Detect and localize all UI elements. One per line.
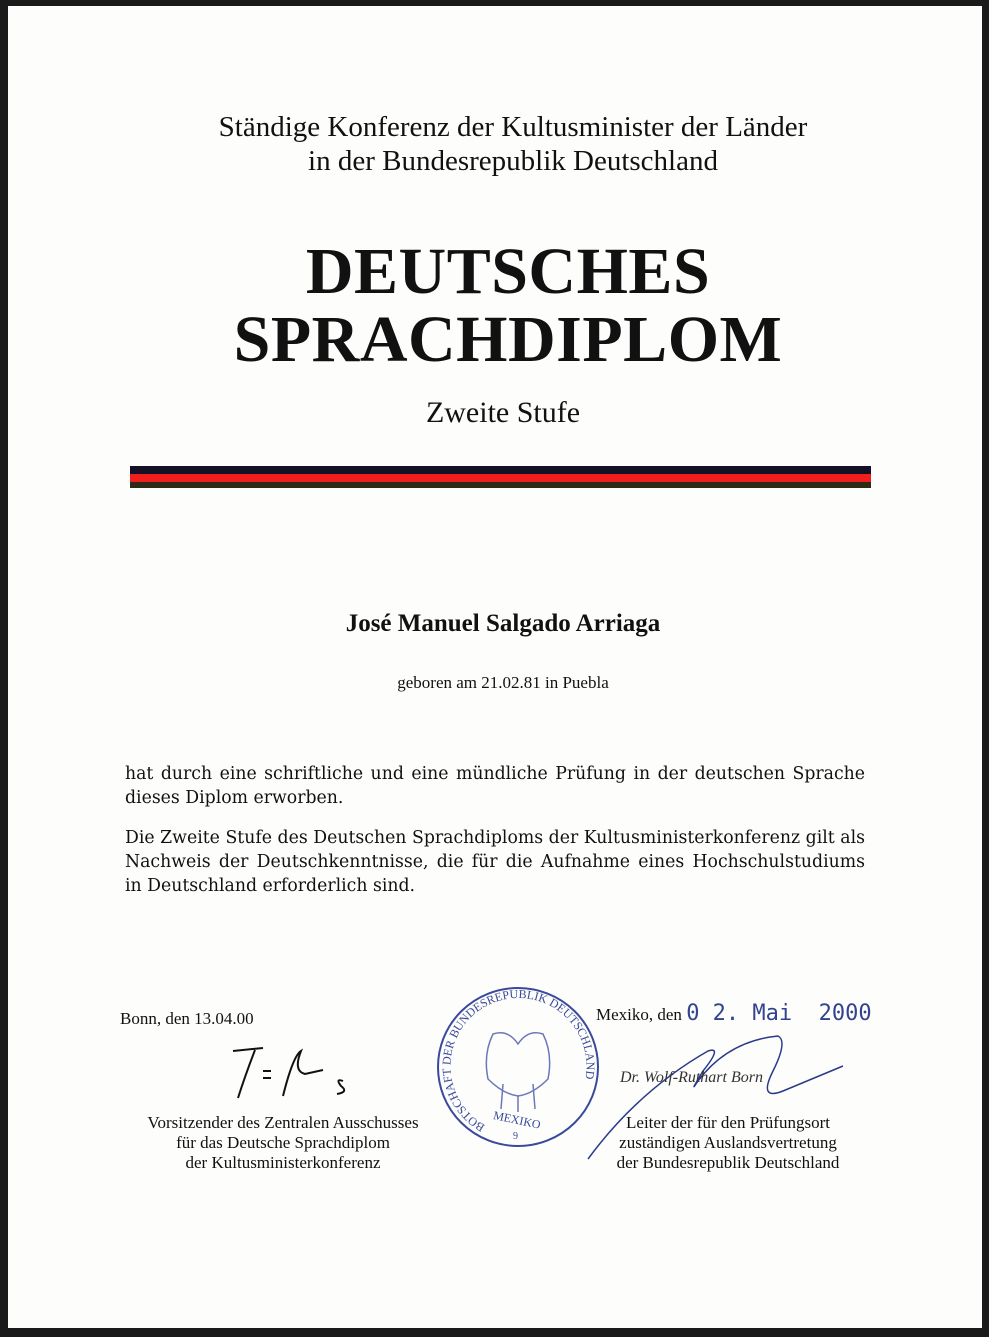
- stamped-date: 0 2. Mai 2000: [686, 1001, 872, 1026]
- title-line-2: SPRACHDIPLOM: [233, 303, 783, 376]
- left-role-line-3: der Kultusministerkonferenz: [185, 1153, 381, 1172]
- title-line-1: DEUTSCHES: [305, 235, 711, 308]
- diploma-page: [8, 6, 982, 1328]
- birth-info: geboren am 21.02.81 in Puebla: [397, 673, 609, 692]
- paragraph-1: hat durch eine schriftliche und eine mündliche Prüfung in der deutschen Sprache dieses Diplom erworben.: [125, 764, 865, 808]
- candidate-name: José Manuel Salgado Arriaga: [345, 610, 661, 637]
- signer-printed-name: Dr. Wolf-Ruthart Born: [620, 1069, 763, 1086]
- svg-text:BOTSCHAFT DER BUNDESREPUBLIK D: BOTSCHAFT DER BUNDESREPUBLIK DEUTSCHLAND: [439, 986, 598, 1135]
- place-prefix: Mexiko, den: [596, 1005, 682, 1024]
- right-role-line-2: zuständigen Auslandsvertretung: [619, 1133, 837, 1152]
- stripe-gold: [130, 482, 871, 488]
- right-role-line-3: der Bundesrepublik Deutschland: [616, 1153, 840, 1172]
- right-place-date: [596, 1001, 872, 1026]
- left-role-line-2: für das Deutsche Sprachdiplom: [176, 1133, 390, 1152]
- seal-number: 9: [513, 1131, 518, 1142]
- paragraph-2: Die Zweite Stufe des Deutschen Sprachdiploms der Kultusministerkonferenz gilt als Nachweis der Deutschkenntnisse, die für die Aufnahme eines Hochschulstudiums in Deutschland erforderlich sind.: [125, 828, 865, 896]
- issuing-organization: [8, 110, 989, 178]
- color-stripes: [130, 466, 871, 488]
- left-role-line-1: Vorsitzender des Zentralen Ausschusses: [147, 1113, 419, 1132]
- stripe-red: [130, 474, 871, 482]
- organization-line-1: Ständige Konferenz der Kultusminister der Länder: [218, 111, 808, 143]
- stripe-black: [130, 466, 871, 474]
- right-role-line-1: Leiter der für den Prüfungsort: [626, 1113, 830, 1132]
- diploma-level: Zweite Stufe: [425, 396, 581, 429]
- eagle-icon: [486, 1033, 549, 1112]
- left-signature-scribble: [223, 1036, 363, 1106]
- diploma-title: [8, 235, 989, 376]
- left-place-date: Bonn, den 13.04.00: [120, 1009, 254, 1028]
- left-signer-role: [108, 1113, 458, 1173]
- organization-line-2: in der Bundesrepublik Deutschland: [308, 145, 718, 177]
- right-signer-role: [588, 1113, 868, 1173]
- seal-city: MEXIKO: [492, 1108, 542, 1132]
